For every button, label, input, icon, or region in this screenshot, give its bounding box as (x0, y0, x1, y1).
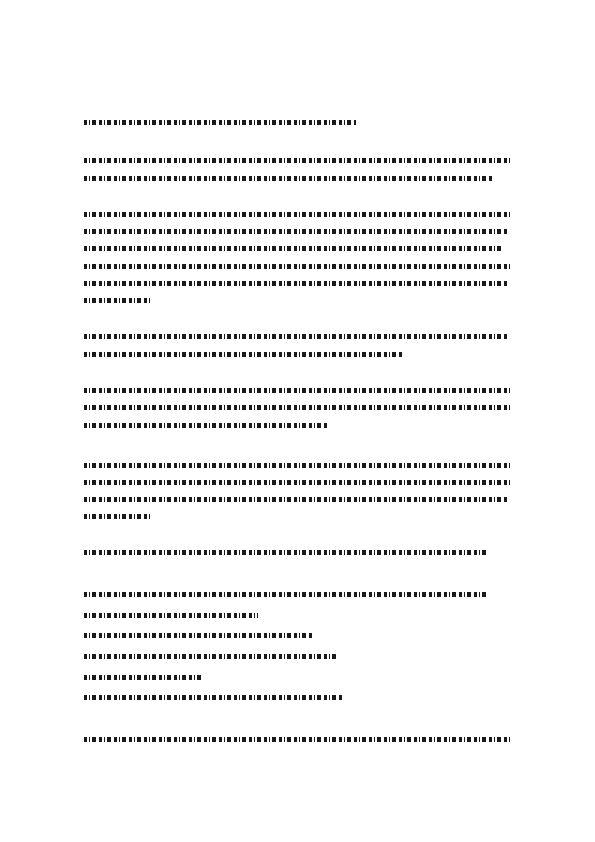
paragraph-2-line-2 (84, 229, 508, 234)
paragraph-2-line-4 (84, 264, 510, 269)
paragraph-2-line-5 (84, 281, 508, 286)
list-item-1 (84, 613, 258, 618)
paragraph-4-line-2 (84, 405, 510, 410)
subtitle-line (84, 120, 356, 125)
list-item-4 (84, 675, 202, 680)
paragraph-7-line-1 (84, 737, 510, 742)
list-item-2 (84, 633, 312, 638)
paragraph-2-line-3 (84, 246, 504, 251)
paragraph-5-line-2 (84, 480, 510, 485)
paragraph-2-line-1 (84, 212, 510, 217)
paragraph-4-line-3 (84, 423, 328, 428)
paragraph-1-line-2 (84, 176, 494, 181)
paragraph-6-line-1 (84, 550, 488, 555)
paragraph-5-line-3 (84, 497, 508, 502)
paragraph-2-line-6 (84, 298, 152, 303)
paragraph-4-line-1 (84, 388, 510, 393)
paragraph-5-line-4 (84, 514, 152, 519)
paragraph-1-line-1 (84, 158, 510, 163)
list-item-3 (84, 654, 336, 659)
list-intro-line (84, 592, 486, 597)
paragraph-5-line-1 (84, 463, 510, 468)
paragraph-3-line-1 (84, 334, 508, 339)
list-item-5 (84, 695, 344, 700)
paragraph-3-line-2 (84, 352, 402, 357)
